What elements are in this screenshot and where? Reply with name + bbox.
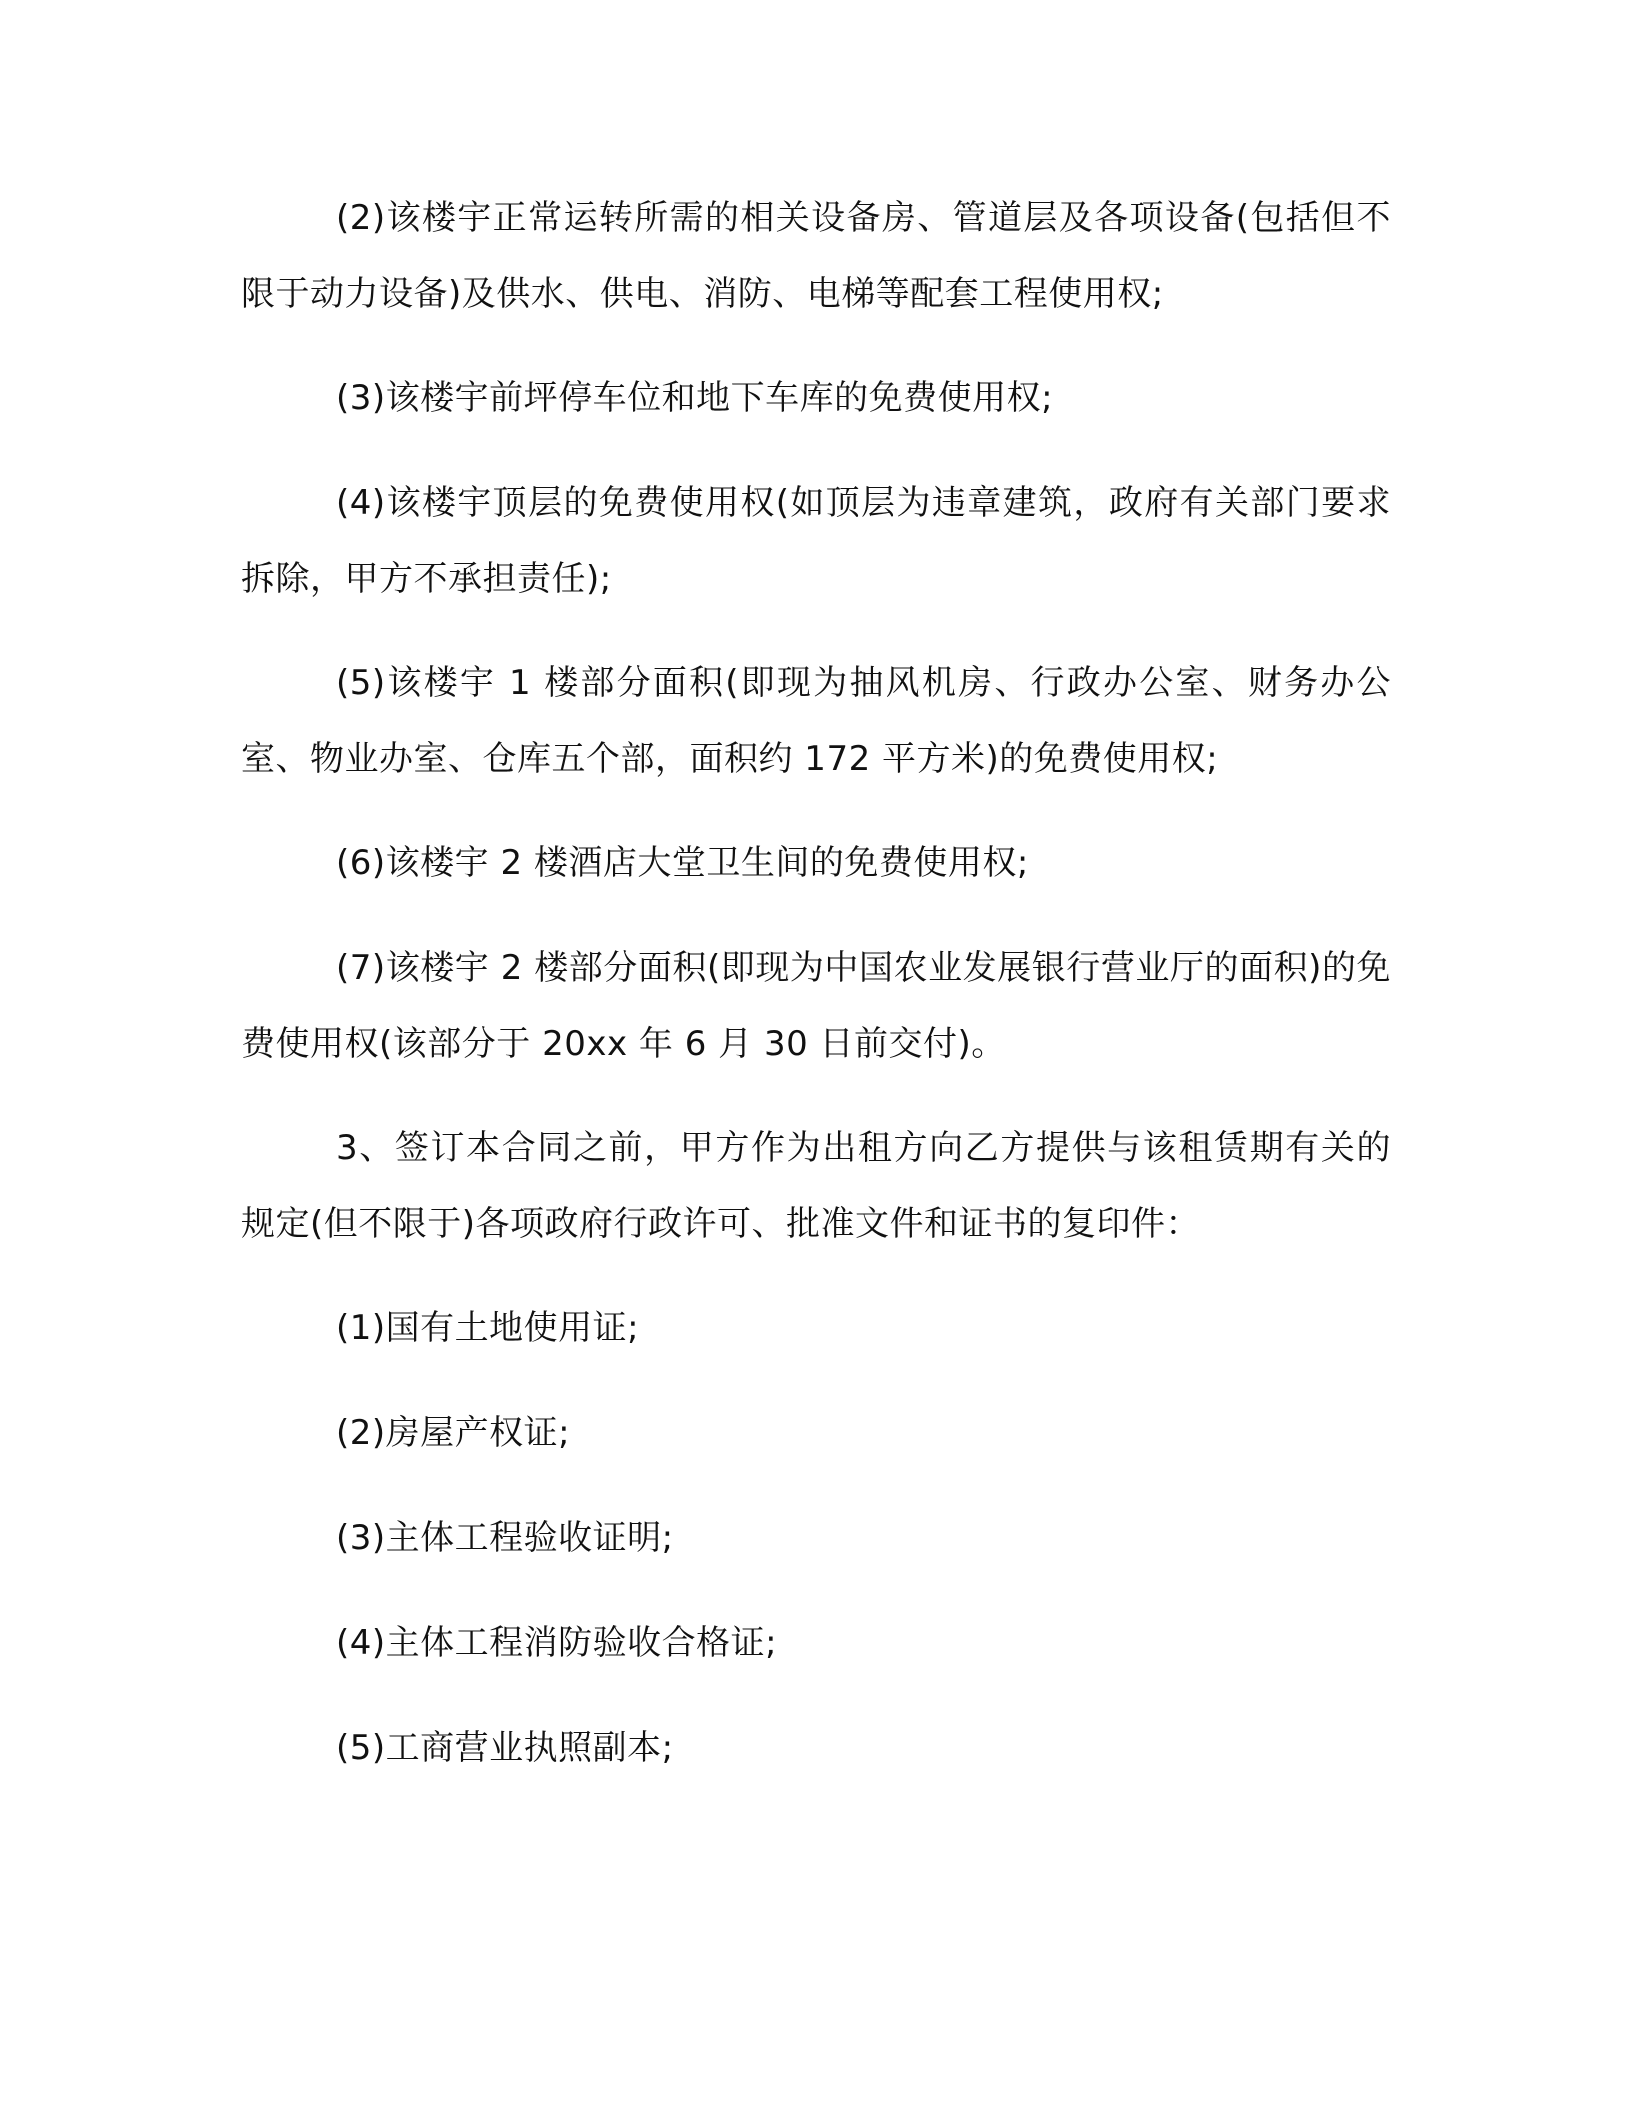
paragraph-item-7-second-floor-area: (7)该楼宇 2 楼部分面积(即现为中国农业发展银行营业厅的面积)的免费使用权(该部分于 20xx 年 6 月 30 日前交付)。 [241,948,1391,1064]
paragraph-item-2-equipment-rights: (2)该楼宇正常运转所需的相关设备房、管道层及各项设备(包括但不限于动力设备)及供水、供电、消防、电梯等配套工程使用权; [241,198,1391,314]
list-item-business-license: (5)工商营业执照副本; [336,1728,674,1768]
list-item-property-certificate: (2)房屋产权证; [336,1413,571,1453]
paragraph-item-5-first-floor-area: (5)该楼宇 1 楼部分面积(即现为抽风机房、行政办公室、财务办公室、物业办室、仓库五个部，面积约 172 平方米)的免费使用权; [241,663,1391,779]
paragraph-section-3-documents: 3、签订本合同之前，甲方作为出租方向乙方提供与该租赁期有关的规定(但不限于)各项政府行政许可、批准文件和证书的复印件： [241,1128,1391,1244]
list-item-fire-acceptance: (4)主体工程消防验收合格证; [336,1623,778,1663]
list-item-land-use-certificate: (1)国有土地使用证; [336,1308,640,1348]
paragraph-item-4-top-floor-rights: (4)该楼宇顶层的免费使用权(如顶层为违章建筑，政府有关部门要求拆除，甲方不承担责任); [241,483,1391,599]
list-item-acceptance-certificate: (3)主体工程验收证明; [336,1518,674,1558]
paragraph-item-3-parking-rights: (3)该楼宇前坪停车位和地下车库的免费使用权; [336,378,1054,418]
paragraph-item-6-lobby-restroom: (6)该楼宇 2 楼酒店大堂卫生间的免费使用权; [336,843,1029,883]
